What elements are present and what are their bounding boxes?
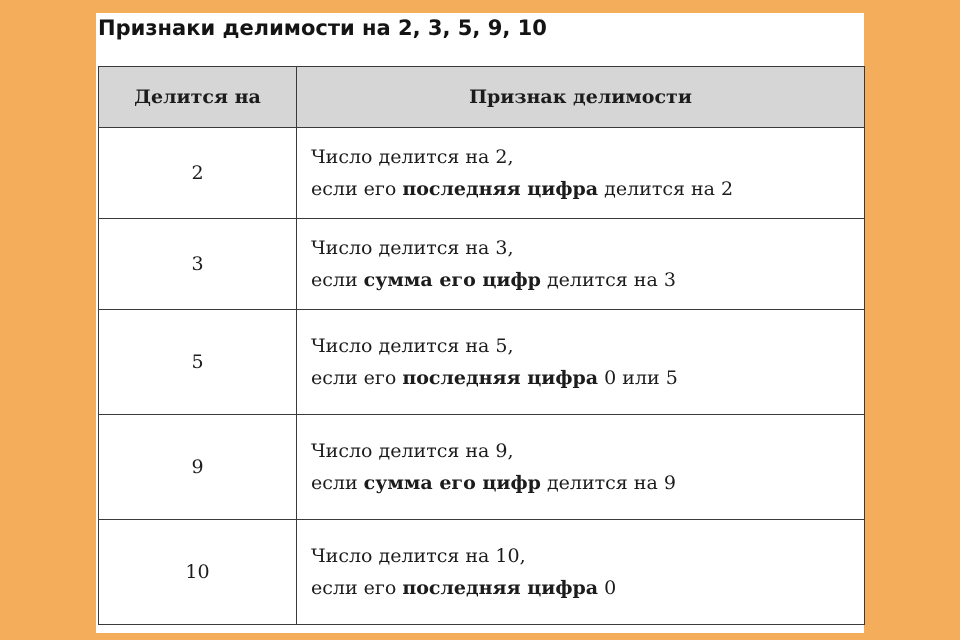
rule-text: если его (311, 178, 403, 200)
divisibility-table (98, 66, 865, 625)
rule-line-2 (311, 362, 864, 394)
rule-text: если его (311, 577, 403, 599)
rule-line-1: Число делится на 2, (311, 146, 514, 168)
page-title: Признаки делимости на 2, 3, 5, 9, 10 (98, 16, 547, 40)
table-row (99, 310, 865, 415)
rule-cell (297, 219, 865, 310)
rule-line-2 (311, 572, 864, 604)
rule-text: если его (311, 367, 403, 389)
rule-text: если (311, 269, 364, 291)
rule-text: 0 или 5 (598, 367, 678, 389)
rule-text: делится на 3 (540, 269, 676, 291)
rule-key-phrase: последняя цифра (402, 367, 599, 389)
column-header-divisor: Делится на (99, 67, 297, 128)
rule-line-2 (311, 467, 864, 499)
rule-cell (297, 128, 865, 219)
table-row (99, 520, 865, 625)
table-row (99, 415, 865, 520)
rule-line-1: Число делится на 5, (311, 335, 514, 357)
rule-key-phrase: последняя цифра (402, 577, 599, 599)
rule-text: делится на 2 (598, 178, 734, 200)
divisor-cell: 10 (99, 520, 297, 625)
rule-line-2 (311, 173, 864, 205)
divisor-cell: 3 (99, 219, 297, 310)
rule-cell (297, 520, 865, 625)
divisor-cell: 5 (99, 310, 297, 415)
rule-key-phrase: сумма его цифр (363, 269, 541, 291)
rule-cell (297, 415, 865, 520)
rule-line-2 (311, 264, 864, 296)
rule-text: если (311, 472, 364, 494)
rule-line-1: Число делится на 3, (311, 237, 514, 259)
rule-key-phrase: сумма его цифр (363, 472, 541, 494)
divisor-cell: 2 (99, 128, 297, 219)
divisibility-card (96, 13, 864, 633)
rule-key-phrase: последняя цифра (402, 178, 599, 200)
rule-line-1: Число делится на 9, (311, 440, 514, 462)
rule-text: 0 (598, 577, 617, 599)
column-header-rule: Признак делимости (297, 67, 865, 128)
rule-line-1: Число делится на 10, (311, 545, 526, 567)
divisor-cell: 9 (99, 415, 297, 520)
rule-cell (297, 310, 865, 415)
table-row (99, 219, 865, 310)
table-header-row (99, 67, 865, 128)
rule-text: делится на 9 (540, 472, 676, 494)
table-row (99, 128, 865, 219)
